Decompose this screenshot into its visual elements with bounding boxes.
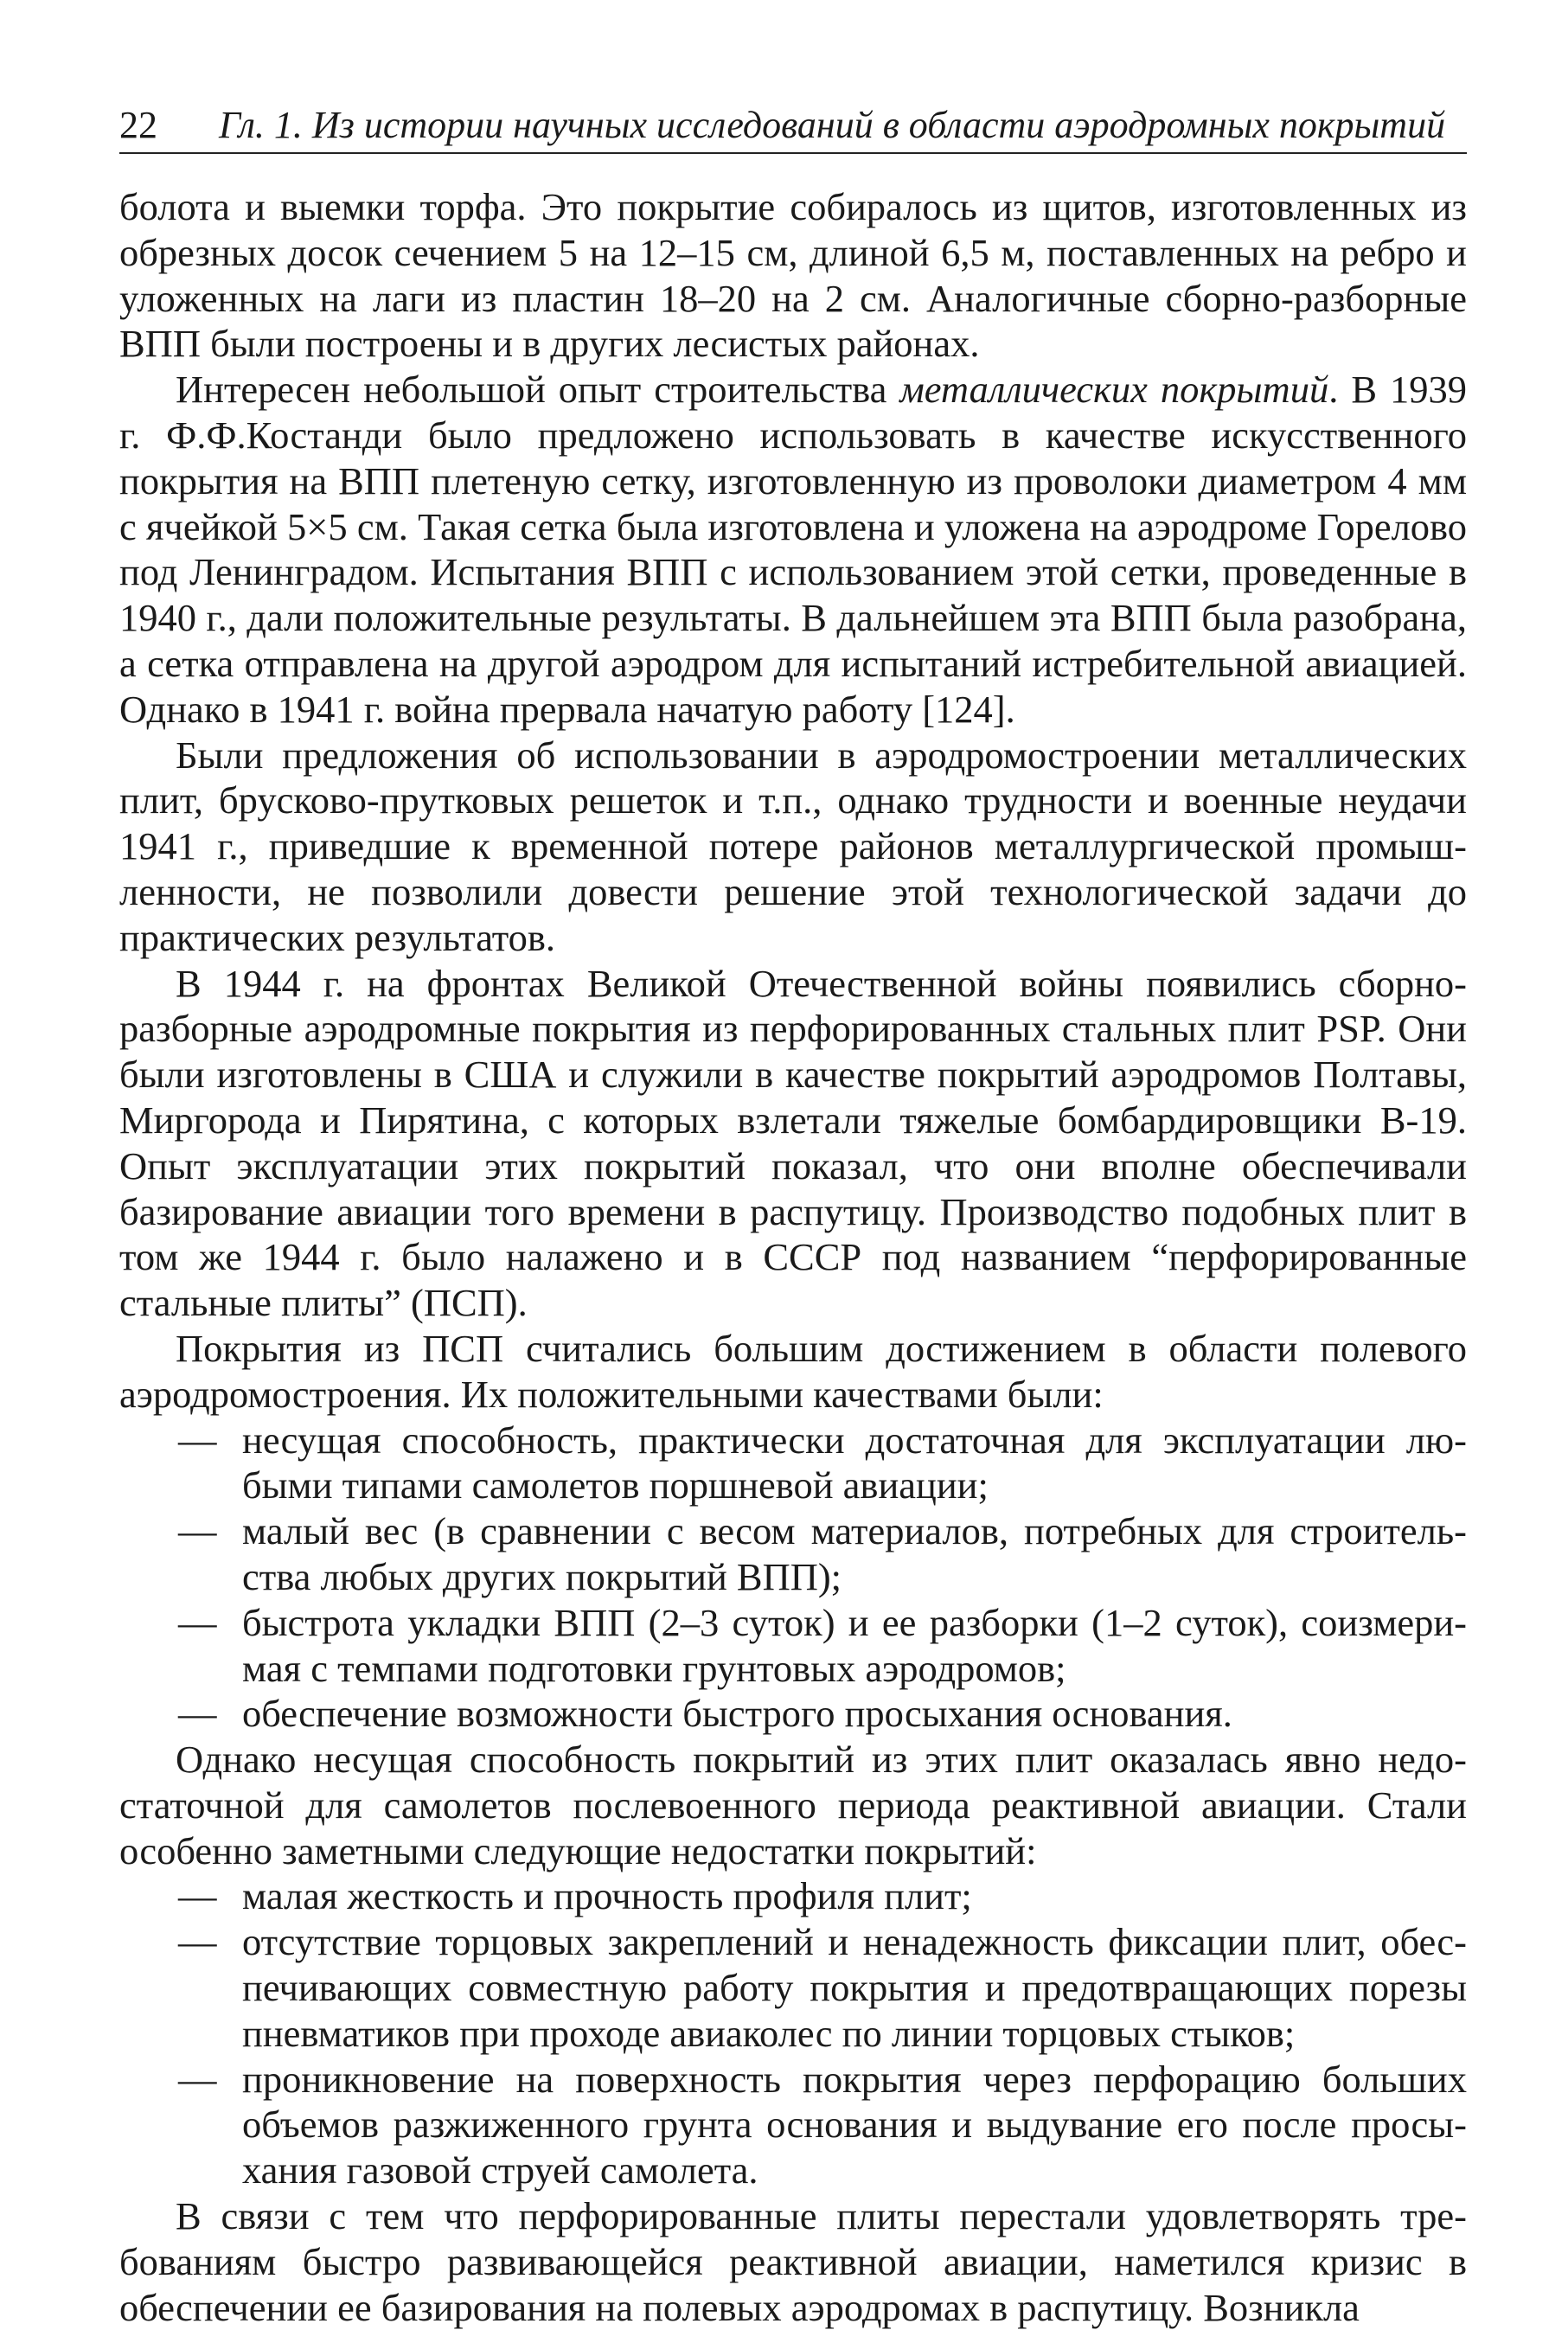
list-item bbox=[119, 1691, 1467, 1737]
dash-marker: — bbox=[178, 1418, 217, 1462]
paragraph bbox=[119, 367, 1467, 732]
list-item-text: отсутствие торцовых закреплений и ненадежность фиксации плит, обеспечивающих совместную работу покрытия и предотвращающих порезы пневматиков при проходе авиаколес по линии торцовых стыков; bbox=[242, 1920, 1467, 2055]
emphasis-term: металлических покрытий bbox=[899, 368, 1329, 412]
list-item-text: несущая способность, практически достаточная для эксплуатации любыми типами самолетов поршневой авиации; bbox=[242, 1418, 1467, 1507]
paragraph-text: Интересен небольшой опыт строительства bbox=[176, 368, 900, 412]
chapter-title: Гл. 1. Из истории научных исследований в области аэродромных покрытий bbox=[219, 104, 1446, 146]
list-item bbox=[119, 1600, 1467, 1692]
paragraph-text: . В 1939 г. Ф.Ф.Костанди было предложено использовать в качестве искусственного покрытия на ВПП плетеную сетку, изготовленную из проволоки диаметром 4 мм с ячейкой 5×5 см. Такая сетка была изготовлена и уложена на аэродроме Горелово под Ленинградом. Испытания ВПП с использованием этой сетки, проведенные в 1940 г., дали положительные результаты. В дальнейшем эта ВПП была разобрана, а сетка отправлена на другой аэродром для испытаний истребительной авиацией. Однако в 1941 г. война прервала начатую работу [124]. bbox=[119, 368, 1468, 731]
dash-marker: — bbox=[178, 2057, 217, 2101]
list-item-text: быстрота укладки ВПП (2–3 суток) и ее разборки (1–2 суток), соизмеримая с темпами подготовки грунтовых аэродромов; bbox=[242, 1600, 1467, 1690]
paragraph: болота и выемки торфа. Это покрытие собиралось из щитов, изготовленных из обрезных досок сечением 5 на 12–15 см, длиной 6,5 м, поставленных на ребро и уложенных на лаги из пластин 18–20 на 2 см. Аналогичные сборно-разборные ВПП были построены и в других лесистых районах. bbox=[119, 185, 1467, 366]
list-item bbox=[119, 1873, 1467, 1919]
list-item-text: обеспечение возможности быстрого просыхания основания. bbox=[242, 1692, 1232, 1736]
dash-marker: — bbox=[178, 1600, 217, 1644]
list-item-text: малый вес (в сравнении с весом материалов, потребных для строительства любых других покрытий ВПП); bbox=[242, 1509, 1467, 1598]
body-text bbox=[119, 184, 1467, 2330]
advantages-list bbox=[119, 1418, 1467, 1738]
dash-marker: — bbox=[178, 1874, 217, 1918]
disadvantages-list bbox=[119, 1873, 1467, 2193]
list-item bbox=[119, 1508, 1467, 1600]
paragraph: Были предложения об использовании в аэродромостроении металлических плит, брусково-прутковых решеток и т.п., однако трудности и военные неудачи 1941 г., приведшие к временной потере районов металлургической промышленности, не позволили довести решение этой технологической задачи до практических результатов. bbox=[119, 733, 1467, 959]
running-header bbox=[119, 99, 1467, 154]
list-item-text: проникновение на поверхность покрытия через перфорацию больших объемов разжиженного грунта основания и выдувание его после просыхания газовой струей самолета. bbox=[242, 2057, 1467, 2192]
list-item bbox=[119, 2057, 1467, 2193]
paragraph: В связи с тем что перфорированные плиты перестали удовлетворять требованиям быстро развивающейся реактивной авиации, наметился кризис в обеспечении ее базирования на полевых аэродромах в распутицу. Возникла bbox=[119, 2194, 1467, 2329]
dash-marker: — bbox=[178, 1692, 217, 1736]
dash-marker: — bbox=[178, 1509, 217, 1553]
list-item-text: малая жесткость и прочность профиля плит; bbox=[242, 1874, 972, 1918]
list-item bbox=[119, 1919, 1467, 2056]
dash-marker: — bbox=[178, 1920, 217, 1964]
paragraph: В 1944 г. на фронтах Великой Отечественной войны появились сборно-разборные аэродромные покрытия из перфорированных стальных плит PSP. Они были изготовлены в США и служили в качестве покрытий аэродромов Полтавы, Миргорода и Пирятина, с которых взлетали тяжелые бомбардировщики B-19. Опыт эксплуатации этих покрытий показал, что они вполне обеспечивали базирование авиации того времени в распутицу. Производство подобных плит в том же 1944 г. было налажено и в СССР под названием “перфорированные стальные плиты” (ПСП). bbox=[119, 961, 1467, 1325]
page-number: 22 bbox=[119, 104, 157, 146]
paragraph: Однако несущая способность покрытий из этих плит оказалась явно недостаточной для самолетов послевоенного периода реактивной авиации. Стали особенно заметными следующие недостатки покрытий: bbox=[119, 1738, 1467, 1872]
paragraph: Покрытия из ПСП считались большим достижением в области полевого аэродромостроения. Их положительными качествами были: bbox=[119, 1326, 1467, 1416]
list-item bbox=[119, 1418, 1467, 1509]
